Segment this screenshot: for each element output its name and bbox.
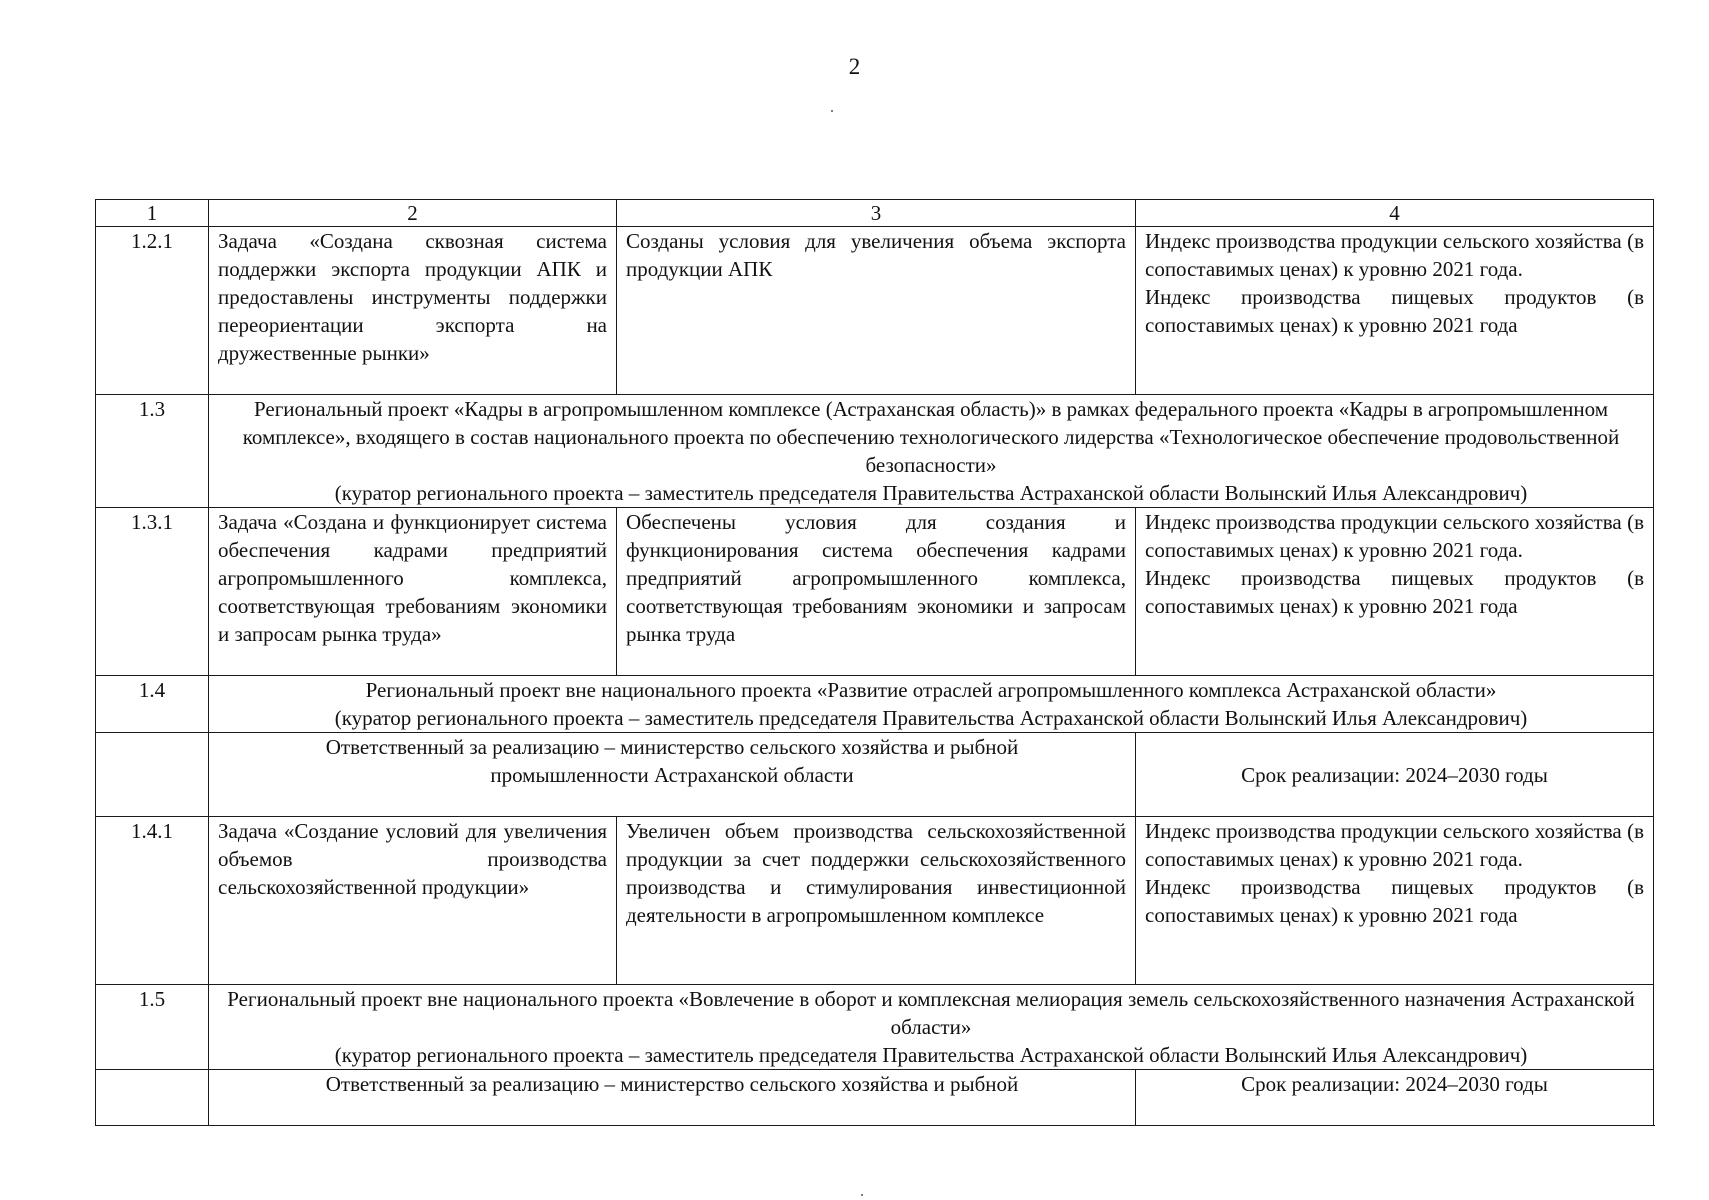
page-number: 2 [848,54,861,79]
indicator-text: Индекс производства продукции сельского хозяйства (в сопоставимых ценах) к уровню 2021 года. [1145,819,1644,871]
project-title: Региональный проект вне национального проекта «Развитие отраслей агропромышленного комплекса Астраханской области» [365,678,1497,702]
row-number: 1.4 [96,676,209,733]
header-cell: 2 [209,200,617,227]
table-row [96,508,1654,676]
task-cell: Задача «Создана и функционирует система обеспечения кадрами предприятий агропромышленного комплекса, соответствующая требованиям экономики и запросам рынка труда» [209,508,617,676]
indicator-text: Индекс производства пищевых продуктов (в сопоставимых ценах) к уровню 2021 года [1145,285,1644,337]
project-title: Региональный проект вне национального проекта «Вовлечение в оборот и комплексная мелиорация земель сельскохозяйственного назначения Астраханской области» [227,987,1635,1039]
indicator-text: Индекс производства продукции сельского хозяйства (в сопоставимых ценах) к уровню 2021 года. [1145,229,1644,281]
row-number: 1.2.1 [96,227,209,395]
row-number: 1.3.1 [96,508,209,676]
table-row [96,733,1654,817]
row-number: 1.5 [96,985,209,1070]
result-cell: Созданы условия для увеличения объема экспорта продукции АПК [617,227,1136,395]
table-row [96,817,1654,985]
table-header-row [96,200,1654,227]
programme-table [95,199,1654,1126]
indicator-text: Индекс производства продукции сельского хозяйства (в сопоставимых ценах) к уровню 2021 года. [1145,510,1644,562]
indicators-cell [1136,227,1654,395]
project-title: Региональный проект «Кадры в агропромышленном комплексе (Астраханская область)» в рамках федерального проекта «Кадры в агропромышленном комплексе», входящего в состав национального проекта по обеспечению технологического лидерства «Технологическое обеспечение продовольственной безопасности» [242,397,1620,477]
table-row [96,395,1654,508]
project-cell [209,676,1654,733]
term-cell: Срок реализации: 2024–2030 годы [1136,733,1654,817]
project-curator: (куратор регионального проекта – заместитель председателя Правительства Астраханской области Волынский Илья Александрович) [334,481,1528,505]
indicator-text: Индекс производства пищевых продуктов (в сопоставимых ценах) к уровню 2021 года [1145,566,1644,618]
indicator-text: Индекс производства пищевых продуктов (в сопоставимых ценах) к уровню 2021 года [1145,875,1644,927]
table-row [96,1070,1654,1126]
responsible-cell: Ответственный за реализацию – министерство сельского хозяйства и рыбной [209,1070,1136,1126]
header-cell: 1 [96,200,209,227]
indicators-cell [1136,817,1654,985]
term-cell: Срок реализации: 2024–2030 годы [1136,1070,1654,1126]
header-cell: 4 [1136,200,1654,227]
indicators-cell [1136,508,1654,676]
table-row [96,985,1654,1070]
table-row [96,676,1654,733]
scan-speck [831,110,833,112]
task-cell: Задача «Создана сквозная система поддержки экспорта продукции АПК и предоставлены инструменты поддержки переориентации экспорта на дружественные рынки» [209,227,617,395]
task-cell: Задача «Создание условий для увеличения объемов производства сельскохозяйственной продукции» [209,817,617,985]
empty-number-cell [96,733,209,817]
result-cell: Увеличен объем производства сельскохозяйственной продукции за счет поддержки сельскохозяйственного производства и стимулирования инвестиционной деятельности в агропромышленном комплексе [617,817,1136,985]
result-cell: Обеспечены условия для создания и функционирования система обеспечения кадрами предприятий агропромышленного комплекса, соответствующая требованиям экономики и запросам рынка труда [617,508,1136,676]
project-curator: (куратор регионального проекта – заместитель председателя Правительства Астраханской области Волынский Илья Александрович) [334,1043,1528,1067]
project-cell [209,395,1654,508]
empty-number-cell [96,1070,209,1126]
row-number: 1.4.1 [96,817,209,985]
project-curator: (куратор регионального проекта – заместитель председателя Правительства Астраханской области Волынский Илья Александрович) [334,706,1528,730]
project-cell [209,985,1654,1070]
responsible-cell: Ответственный за реализацию – министерство сельского хозяйства и рыбной промышленности Астраханской области [209,733,1136,817]
header-cell: 3 [617,200,1136,227]
row-number: 1.3 [96,395,209,508]
table-row [96,227,1654,395]
scan-speck [861,1194,863,1196]
